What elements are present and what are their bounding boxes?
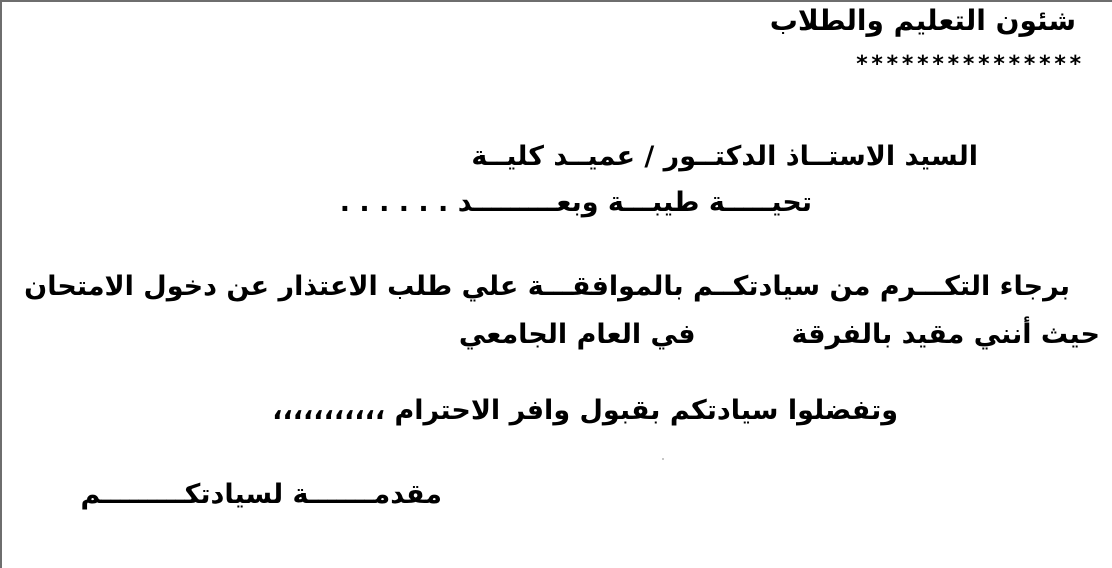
scan-top-edge (0, 0, 1112, 2)
department-heading: شئون التعليم والطلاب (769, 4, 1076, 37)
greeting-line: تحيـــــة طيبـــة وبعـــــــــد . . . . . . (339, 187, 812, 218)
scan-speck (662, 458, 664, 460)
request-line: برجاء التكـــرم من سيادتكــم بالموافقـــة علي طلب الاعتذار عن دخول الامتحان (24, 271, 1070, 302)
enrollment-year-label: حيث أنني مقيد بالفرقة (791, 319, 1100, 350)
scan-left-edge (0, 0, 2, 568)
signature-line: مقدمـــــــة لسيادتكـــــــــم (80, 479, 442, 510)
academic-year-label: في العام الجامعي (458, 319, 696, 350)
enrollment-line (459, 318, 1100, 352)
star-separator: *************** (855, 52, 1084, 77)
addressee-line: السيد الاستــاذ الدكتــور / عميــد كليــة (471, 141, 978, 172)
closing-line: وتفضلوا سيادتكم بقبول وافر الاحترام ،،،،،،،،،،، (272, 395, 898, 426)
